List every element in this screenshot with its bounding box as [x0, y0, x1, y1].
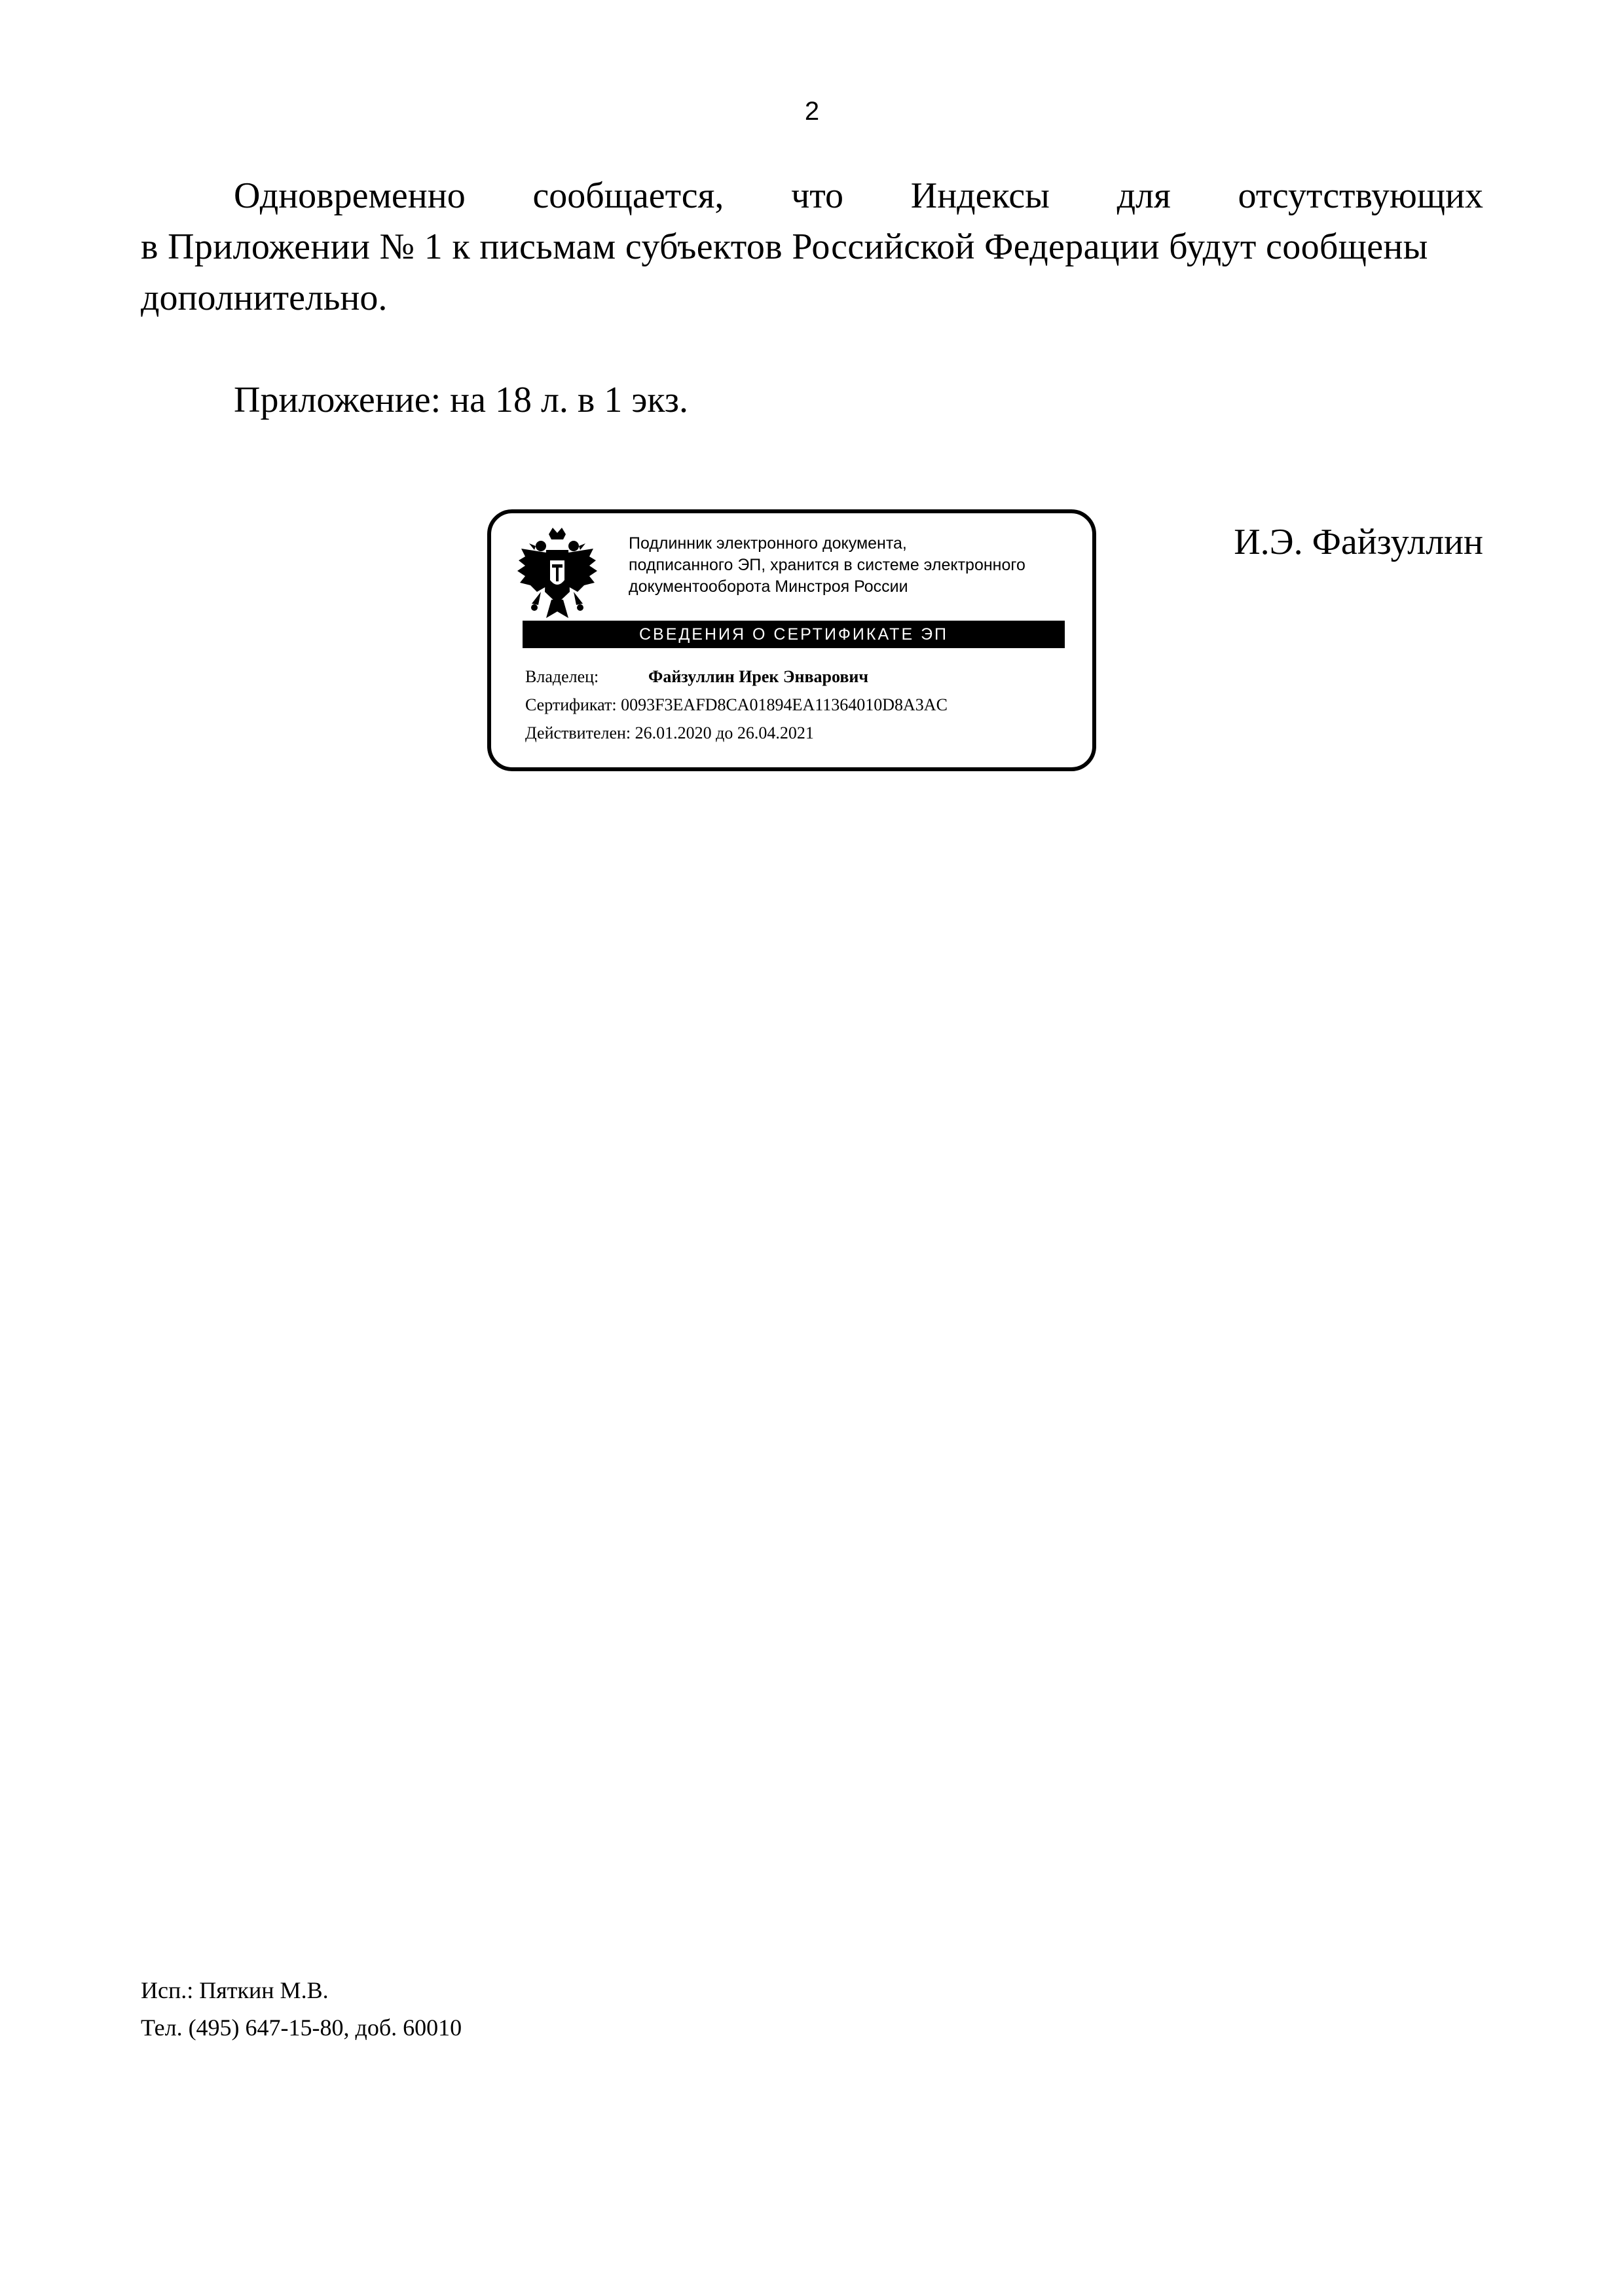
executor: Исп.: Пяткин М.В. — [141, 1977, 329, 2003]
word: что — [791, 175, 844, 216]
phone: Тел. (495) 647-15-80, доб. 60010 — [141, 2014, 462, 2041]
owner-value: Файзуллин Ирек Энварович — [648, 667, 869, 686]
word: для — [1116, 175, 1171, 216]
certificate-info — [525, 663, 1082, 747]
certificate-validity: Действителен: 26.01.2020 до 26.04.2021 — [525, 723, 814, 742]
stamp-header — [629, 533, 1087, 598]
electronic-signature-stamp — [487, 509, 1096, 771]
paragraph-main — [141, 170, 1483, 323]
word: Одновременно — [234, 175, 466, 216]
double-headed-eagle-emblem-icon — [515, 526, 600, 631]
owner-label: Владелец: — [525, 667, 599, 686]
page-number: 2 — [804, 97, 820, 126]
stamp-header-line: документооборота Минстроя России — [629, 577, 908, 596]
signatory-name: И.Э. Файзуллин — [1234, 522, 1483, 562]
stamp-header-line: подписанного ЭП, хранится в системе электронного — [629, 556, 1025, 574]
paragraph-line-1 — [141, 170, 1483, 221]
certificate-owner-row — [525, 663, 1082, 691]
attachment-note: Приложение: на 18 л. в 1 экз. — [234, 380, 688, 420]
word: отсутствующих — [1238, 175, 1483, 216]
word: сообщается, — [532, 175, 724, 216]
certificate-info-title: СВЕДЕНИЯ О СЕРТИФИКАТЕ ЭП — [523, 621, 1065, 648]
word: Индексы — [910, 175, 1050, 216]
paragraph-line-3: дополнительно. — [141, 278, 388, 318]
paragraph-line-2: в Приложении № 1 к письмам субъектов Российской Федерации будут сообщены — [141, 227, 1428, 267]
stamp-header-line: Подлинник электронного документа, — [629, 534, 907, 553]
certificate-number: Сертификат: 0093F3EAFD8CA01894EA11364010D8A3AC — [525, 695, 948, 714]
footer-contact — [141, 1972, 462, 2047]
